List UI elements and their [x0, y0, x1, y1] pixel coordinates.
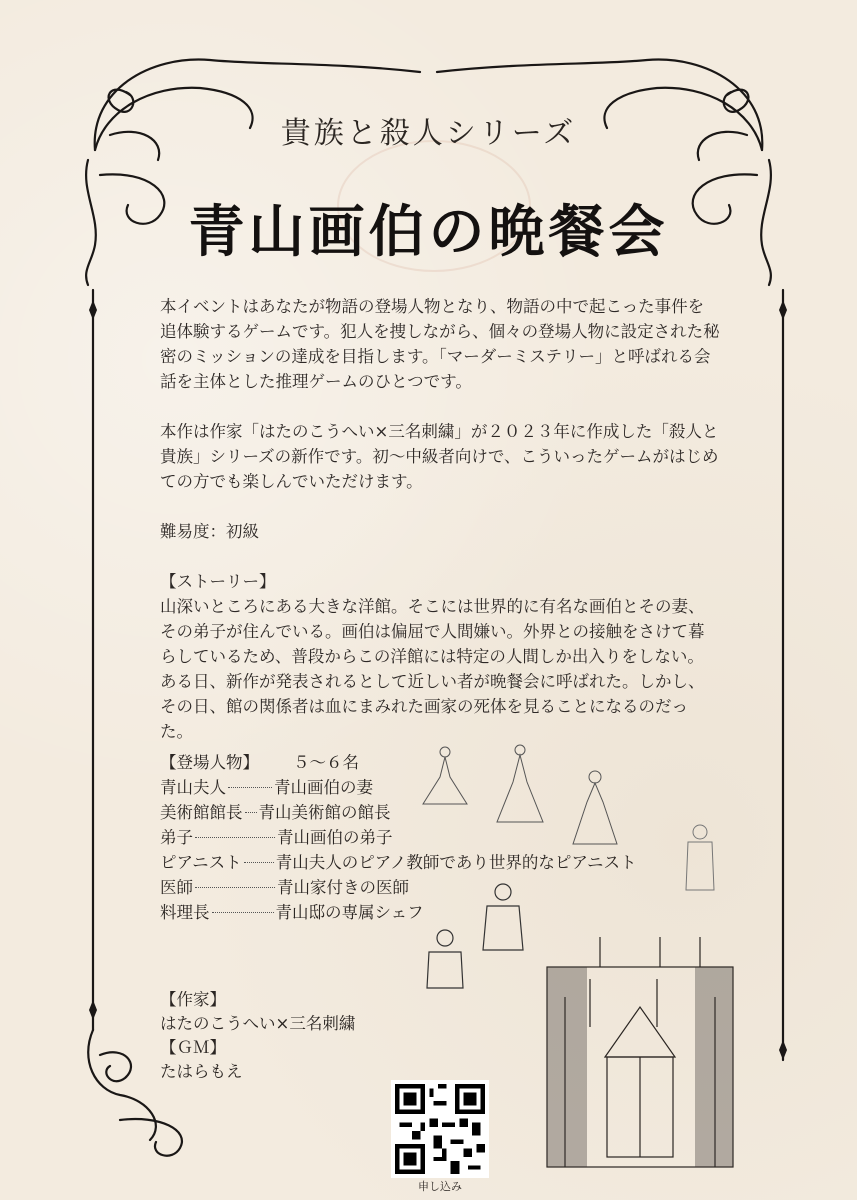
signup-label: 申し込み: [418, 1180, 462, 1193]
gentleman-sketch: [680, 822, 720, 892]
qr-code-icon: [395, 1084, 485, 1174]
cast-role: 青山夫人: [160, 778, 226, 797]
cast-description: 青山美術館の館長: [258, 803, 391, 822]
leader-dots: [195, 887, 275, 888]
gm-name: たはらもえ: [160, 1062, 243, 1081]
story-text: 山深いところにある大きな洋館。そこには世界的に有名な画伯とその妻、その弟子が住んでいる。画伯は偏屈で人間嫌い。外界との接触をさけて暮らしているため、普段からこの洋館には特定の人間しか出入りをしない。ある日、新作が発表されるとして近しい者が晩餐会に呼ばれた。しかし、その日、館の関係者は血にまみれた画家の死体を見ることになるのだった。: [160, 597, 705, 741]
lady-figures-sketch: [415, 742, 645, 852]
leader-dots: [228, 787, 272, 788]
author-heading: 【作家】: [160, 990, 226, 1009]
event-title: 青山画伯の晩餐会: [188, 200, 669, 265]
author-name: はたのこうへい×三名刺繍: [160, 1014, 356, 1033]
cast-role: 医師: [160, 878, 193, 897]
cast-role: ピアニスト: [160, 853, 242, 872]
servants-sketch: [415, 880, 530, 990]
leader-dots: [195, 837, 275, 838]
intro-paragraph-2: 本作は作家「はたのこうへい×三名刺繍」が２０２３年に作成した「殺人と貴族」シリーズの新作です。初〜中級者向けで、こういったゲームがはじめての方でも楽しんでいただけます。: [160, 422, 719, 491]
leader-dots: [212, 912, 274, 913]
cast-role: 美術館館長: [160, 803, 243, 822]
series-title: 貴族と殺人シリーズ: [280, 116, 577, 151]
cast-heading: 【登場人物】: [160, 753, 259, 772]
difficulty-label: 難易度：初級: [160, 522, 259, 541]
cast-description: 青山家付きの医師: [277, 878, 409, 897]
gothic-doorway-engraving: [545, 937, 735, 1169]
cast-description: 青山画伯の妻: [274, 778, 373, 797]
credits-block: [160, 988, 355, 1084]
leader-dots: [245, 812, 257, 813]
leader-dots: [244, 862, 274, 863]
cast-description: 青山画伯の弟子: [277, 828, 393, 847]
cast-description: 青山夫人のピアノ教師であり世界的なピアニスト: [275, 853, 637, 872]
intro-paragraph-1: 本イベントはあなたが物語の登場人物となり、物語の中で起こった事件を追体験するゲームです。犯人を捜しながら、個々の登場人物に設定された秘密のミッションの達成を目指します。「マーダーミステリー」と呼ばれる会話を主体とした推理ゲームのひとつです。: [160, 297, 720, 391]
story-heading: 【ストーリー】: [160, 572, 276, 591]
gm-heading: 【ＧＭ】: [160, 1038, 226, 1057]
cast-row: [160, 850, 720, 875]
signup-qr-code[interactable]: [391, 1080, 489, 1178]
cast-role: 弟子: [160, 828, 193, 847]
description-block: [160, 294, 720, 769]
cast-role: 料理長: [160, 903, 210, 922]
cast-description: 青山邸の専属シェフ: [275, 903, 424, 922]
cast-count: ５～６名: [293, 753, 359, 772]
